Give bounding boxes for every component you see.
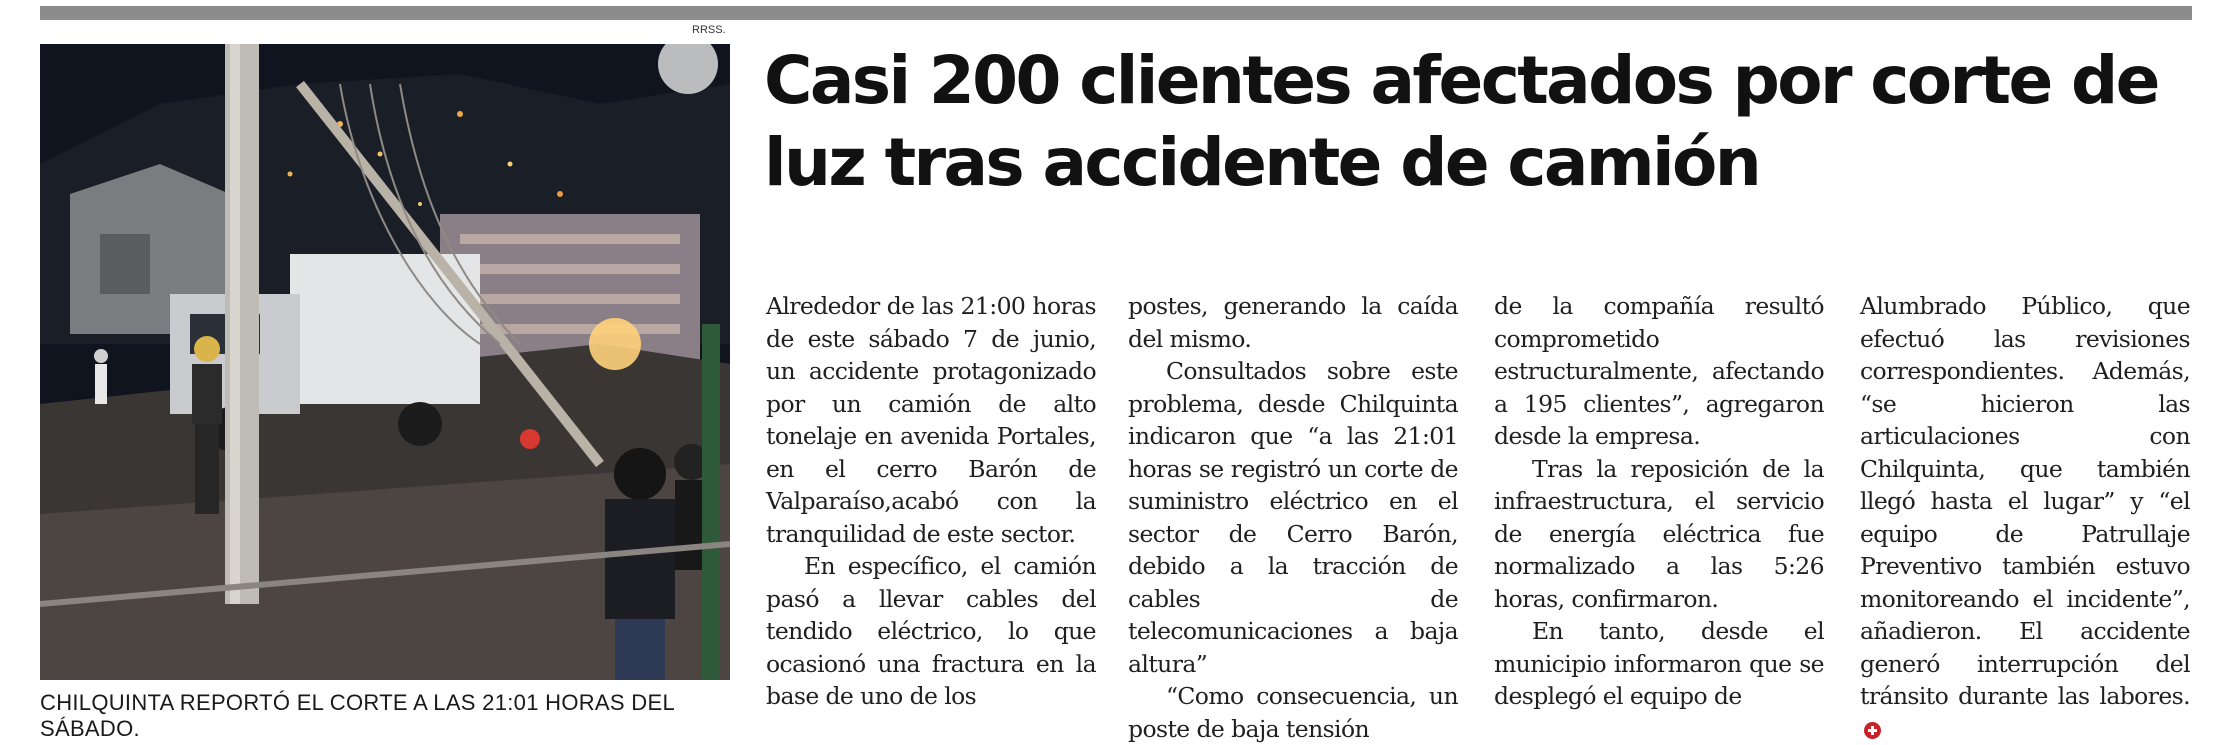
- article-paragraph: “Como consecuencia, un poste de baja tensión: [1128, 682, 1458, 743]
- article-paragraph: En específico, el camión pasó a llevar cables del tendido eléctrico, lo que ocasionó una fractura en la base de uno de los: [766, 552, 1096, 710]
- end-of-article-icon: [1864, 722, 1881, 739]
- top-rule: [40, 6, 2192, 20]
- article-paragraph-text: Alumbrado Público, que efectuó las revisiones correspondientes. Además, “se hicieron las articulaciones con Chilquinta, que también llegó hasta el lugar” y “el equipo de Patrullaje Preventivo también estuvo monitoreando el incidente”, añadieron. El accidente generó interrupción del tránsito durante las labores.: [1860, 292, 2190, 710]
- article-paragraph: [1860, 290, 2190, 745]
- article-paragraph: postes, generando la caída del mismo.: [1128, 292, 1458, 353]
- article-column-3: [1494, 290, 1824, 713]
- photo-credit: RRSS.: [692, 24, 726, 36]
- article-paragraph: Consultados sobre este problema, desde Chilquinta indicaron que “a las 21:01 horas se registró un corte de suministro eléctrico en el sector de Cerro Barón, debido a la tracción de cables de telecomunicaciones a baja altura”: [1128, 357, 1458, 678]
- article-paragraph: En tanto, desde el municipio informaron que se desplegó el equipo de: [1494, 617, 1824, 710]
- news-photo: [40, 44, 730, 680]
- article-column-2: [1128, 290, 1458, 745]
- article-paragraph: de la compañía resultó comprometido estructuralmente, afectando a 195 clientes”, agregaron desde la empresa.: [1494, 292, 1824, 450]
- article-paragraph: Tras la reposición de la infraestructura, el servicio de energía eléctrica fue normalizado a las 5:26 horas, confirmaron.: [1494, 454, 1824, 613]
- article-column-1: [766, 290, 1096, 713]
- article-paragraph: Alrededor de las 21:00 horas de este sábado 7 de junio, un accidente protagonizado por un camión de alto tonelaje en avenida Portales, en el cerro Barón de Valparaíso,acabó con la tranquilidad de este sector.: [766, 292, 1096, 548]
- article-column-4: [1860, 290, 2190, 745]
- photo-caption: CHILQUINTA REPORTÓ EL CORTE A LAS 21:01 HORAS DEL SÁBADO.: [40, 690, 675, 741]
- headline: Casi 200 clientes afectados por corte de luz tras accidente de camión: [764, 42, 2158, 201]
